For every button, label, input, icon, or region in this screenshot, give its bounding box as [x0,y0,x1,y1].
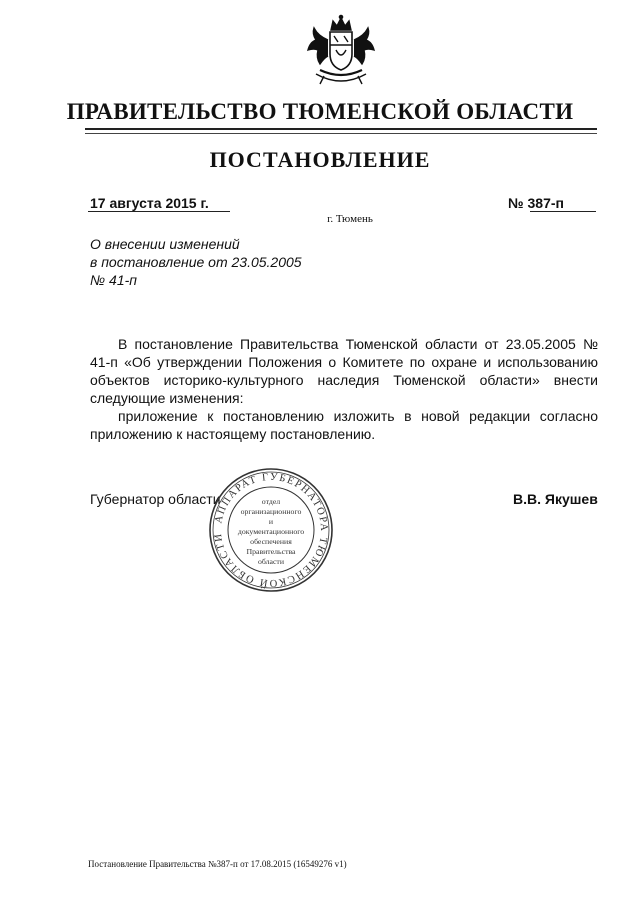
subject-line: № 41-п [90,272,137,288]
stamp-center-line: документационного [237,527,305,536]
signer-position: Губернатор области [90,491,221,507]
document-date: 17 августа 2015 г. [90,195,209,211]
stamp-ring-text: АППАРАТ ГУБЕРНАТОРА ТЮМЕНСКОЙ ОБЛАСТИ [212,471,330,589]
signer-name: В.В. Якушев [513,491,598,507]
coat-of-arms-emblem [300,14,382,92]
stamp-center-line: отдел [261,497,281,506]
date-underline [88,211,230,212]
stamp-center-line: и [268,517,274,526]
city-label: г. Тюмень [327,213,373,225]
header-rule-thin [85,133,597,134]
footer-document-reference: Постановление Правительства №387-п от 17.08.2015 (16549276 v1) [88,859,347,869]
document-subject [90,235,302,289]
stamp-center-line: области [257,557,285,566]
stamp-center-line: обеспечения [250,537,292,546]
body-paragraph: приложение к постановлению изложить в новой редакции согласно приложению к настоящему постановлению. [90,408,598,442]
body-paragraph: В постановление Правительства Тюменской области от 23.05.2005 № 41-п «Об утверждении Положения о Комитете по охране и использованию объектов историко-культурного наследия Тюменской области» внести следующие изменения: [90,336,598,406]
subject-line: в постановление от 23.05.2005 [90,254,302,270]
official-stamp [208,467,334,593]
header-rule-thick [85,128,597,130]
number-underline [530,211,596,212]
stamp-center-line: организационного [240,507,302,516]
stamp-center-line: Правительства [246,547,296,556]
subject-line: О внесении изменений [90,236,240,252]
document-type-title: ПОСТАНОВЛЕНИЕ [209,147,431,172]
government-title: ПРАВИТЕЛЬСТВО ТЮМЕНСКОЙ ОБЛАСТИ [66,99,574,124]
document-number: № 387-п [508,195,564,211]
